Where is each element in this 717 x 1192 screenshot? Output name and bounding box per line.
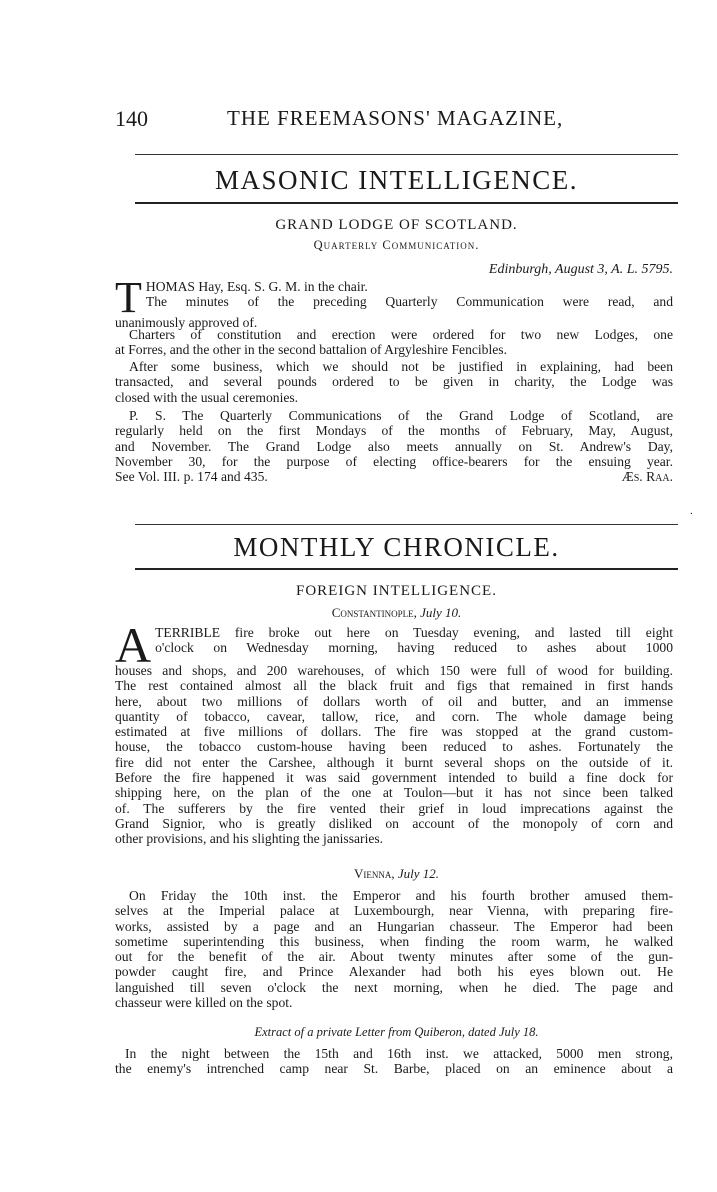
text-line: powder caught fire, and Prince Alexander had both his eyes blown out. He bbox=[115, 964, 673, 980]
text-line: estimated at five millions of dollars. The fire was stopped at the grand custom- bbox=[115, 724, 673, 740]
text-line: out for the benefit of the air. About twenty minutes after some of the gun- bbox=[115, 949, 673, 965]
grand-lodge-heading: GRAND LODGE OF SCOTLAND. bbox=[275, 217, 518, 233]
running-header bbox=[115, 106, 675, 132]
drop-cap: A bbox=[115, 617, 152, 673]
section-title-masonic: MASONIC INTELLIGENCE. bbox=[215, 165, 578, 195]
dateline-date: July 10. bbox=[420, 605, 462, 620]
drop-cap: T bbox=[115, 273, 142, 322]
text-line: and November. The Grand Lodge also meets annually on St. Andrew's Day, bbox=[115, 438, 673, 454]
text-line: In the night between the 15th and 16th inst. we attacked, 5000 men strong, bbox=[125, 1046, 673, 1061]
text-line: chasseur were killed on the spot. bbox=[115, 995, 293, 1011]
constantinople-dateline bbox=[115, 605, 678, 621]
constantinople-paragraph bbox=[115, 617, 673, 847]
text-line: TERRIBLE fire broke out here on Tuesday evening, and lasted till eight bbox=[155, 625, 673, 640]
divider-rule bbox=[135, 154, 678, 155]
text-line: selves at the Imperial palace at Luxembourgh, near Vienna, with preparing fire- bbox=[115, 903, 673, 919]
quarterly-communication-heading: Quarterly Communication. bbox=[313, 238, 480, 252]
text-line: quantity of tobacco, cavear, tallow, rice, and corn. The whole damage being bbox=[115, 708, 673, 724]
section-title-monthly: MONTHLY CHRONICLE. bbox=[233, 532, 560, 562]
text-line: languished till seven o'clock the next morning, when he died. The page and bbox=[115, 979, 673, 995]
text-line: regularly held on the first Mondays of the months of February, May, August, bbox=[115, 423, 673, 439]
text-line: HOMAS Hay, Esq. S. G. M. in the chair. bbox=[145, 279, 368, 294]
text-line: other provisions, and his slighting the janissaries. bbox=[115, 831, 384, 847]
text-line: After some business, which we should not be justified in explaining, had been bbox=[129, 359, 673, 374]
text-line: works, assisted by a page and an Hungarian chasseur. The Emperor had been bbox=[115, 918, 673, 934]
text-line: sometime superintending this business, when finding the room warm, he walked bbox=[115, 933, 673, 949]
text-line: unanimously approved of. bbox=[115, 315, 258, 330]
dateline-place: Vienna, bbox=[353, 866, 395, 881]
text-line: Before the fire happened it was said government intended to build a fine dock for bbox=[115, 770, 673, 786]
margin-mark: . bbox=[690, 505, 693, 517]
text-line: The minutes of the preceding Quarterly Communication were read, and bbox=[145, 294, 673, 310]
quiberon-paragraph bbox=[115, 1046, 673, 1077]
divider-rule bbox=[135, 568, 678, 570]
text-line: at Forres, and the other in the second battalion of Argyleshire Fencibles. bbox=[115, 342, 507, 358]
text-line: The rest contained almost all the black fruit and figs that remained in first hands bbox=[115, 678, 673, 694]
running-title: THE FREEMASONS' MAGAZINE, bbox=[227, 106, 564, 130]
text-line bbox=[115, 469, 673, 484]
text-line: November 30, for the purpose of electing office-bearers for the ensuing year. bbox=[115, 453, 673, 469]
text-line: of. The sufferers by the fire vented their grief in loud imprecations against the bbox=[115, 800, 673, 816]
text-line: shipping here, on the plan of the one at Toulon—but it has not since been talked bbox=[115, 785, 673, 801]
masonic-paragraph-1 bbox=[115, 273, 673, 330]
text-line: closed with the usual ceremonies. bbox=[115, 389, 299, 405]
masonic-paragraph-2 bbox=[115, 327, 673, 358]
vienna-dateline bbox=[115, 866, 678, 882]
text-line: fire did not enter the Carshee, although it burnt several shops on the outside of it. bbox=[115, 754, 673, 770]
text-line-see-vol: See Vol. III. p. 174 and 435. bbox=[115, 469, 268, 485]
masonic-paragraph-3 bbox=[115, 359, 673, 405]
text-line: Charters of constitution and erection were ordered for two new Lodges, one bbox=[129, 327, 673, 342]
text-line: o'clock on Wednesday morning, having reduced to ashes about 1000 bbox=[155, 640, 673, 656]
text-line: transacted, and several pounds ordered to be given in charity, the Lodge was bbox=[115, 374, 673, 390]
quiberon-extract-heading: Extract of a private Letter from Quiberon, dated July 18. bbox=[254, 1025, 539, 1039]
text-line: here, about two millions of dollars worth of oil and butter, and an immense bbox=[115, 693, 673, 709]
text-line: house, the tobacco custom-house having been reduced to ashes. Fortunately the bbox=[115, 739, 673, 755]
text-line: the enemy's intrenched camp near St. Barbe, placed on an eminence about a bbox=[115, 1061, 673, 1077]
dateline-date: July 12. bbox=[397, 866, 440, 881]
divider-rule bbox=[135, 524, 678, 525]
edinburgh-dateline: Edinburgh, August 3, A. L. 5795. bbox=[488, 262, 673, 277]
signature: Æs. Raa. bbox=[621, 469, 673, 485]
text-line: Grand Signior, who is greatly disliked on account of the monopoly of corn and bbox=[115, 815, 673, 831]
masonic-postscript bbox=[115, 408, 673, 484]
text-line: houses and shops, and 200 warehouses, of which 150 were full of wood for building. bbox=[115, 663, 673, 678]
divider-rule bbox=[135, 202, 678, 204]
foreign-intelligence-heading: FOREIGN INTELLIGENCE. bbox=[296, 583, 497, 599]
vienna-paragraph bbox=[115, 888, 673, 1010]
dateline-place: Constantinople, bbox=[331, 605, 417, 620]
text-line: On Friday the 10th inst. the Emperor and his fourth brother amused them- bbox=[129, 888, 673, 903]
page-number: 140 bbox=[115, 106, 148, 131]
text-line: P. S. The Quarterly Communications of the Grand Lodge of Scotland, are bbox=[129, 408, 673, 423]
